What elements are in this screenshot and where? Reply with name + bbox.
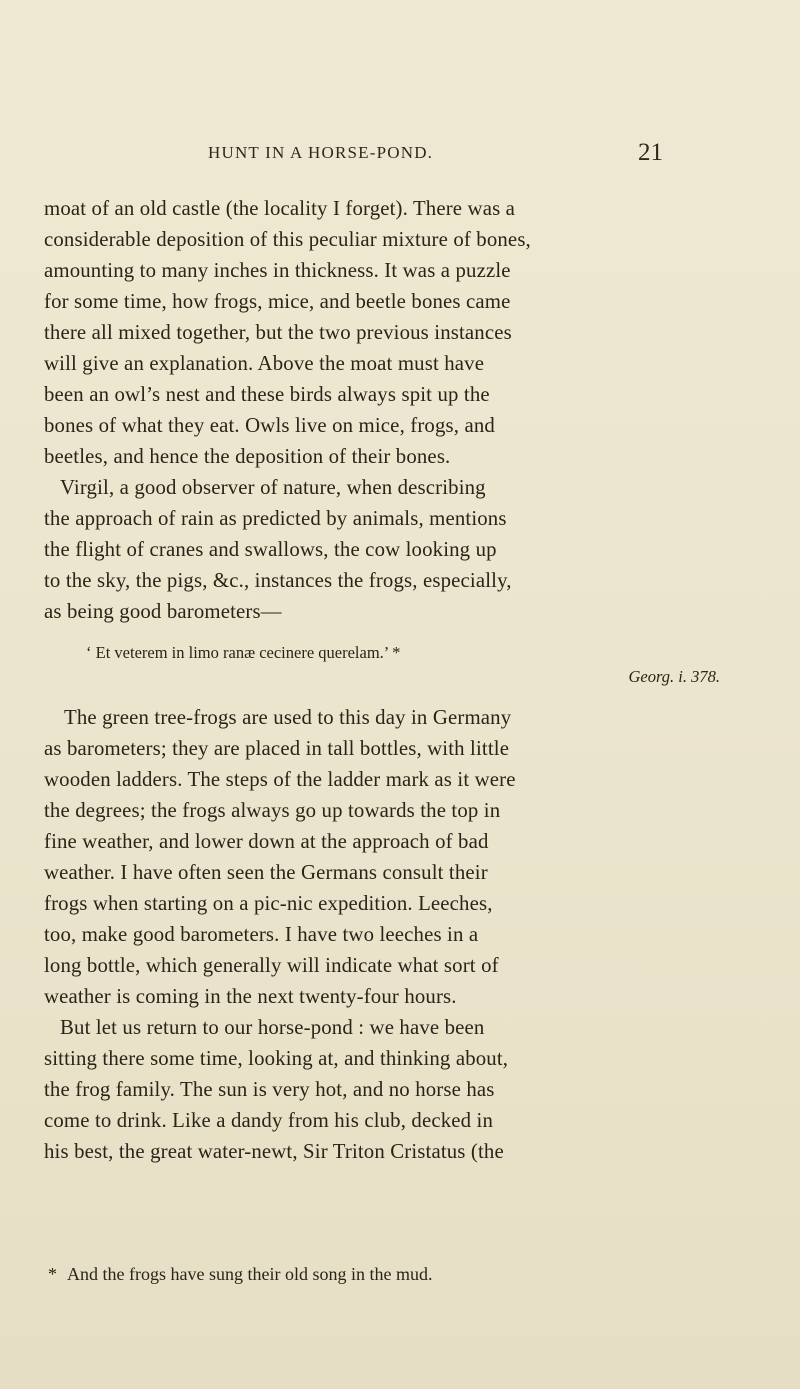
text-line: wooden ladders. The steps of the ladder mark as it were [44, 768, 516, 791]
text-line: beetles, and hence the deposition of their bones. [44, 445, 451, 468]
quotation-text: ‘ Et veterem in limo ranæ cecinere querelam.’ * [86, 643, 401, 662]
text-line: to the sky, the pigs, &c., instances the frogs, especially, [44, 569, 512, 592]
latin-quotation [48, 641, 754, 689]
footnote [44, 1262, 760, 1286]
text-line: the approach of rain as predicted by animals, mentions [44, 507, 507, 530]
text-line: considerable deposition of this peculiar mixture of bones, [44, 228, 531, 251]
footnote-mark: * [48, 1264, 57, 1284]
text-line: bones of what they eat. Owls live on mice, frogs, and [44, 414, 495, 437]
text-line: moat of an old castle (the locality I forget). There was a [44, 197, 516, 220]
quotation-citation: Georg. i. 378. [628, 667, 720, 686]
text-line: sitting there some time, looking at, and thinking about, [44, 1047, 509, 1070]
text-line: frogs when starting on a pic-nic expedition. Leeches, [44, 892, 493, 915]
page-number: 21 [638, 139, 663, 166]
text-line: the degrees; the frogs always go up towards the top in [44, 799, 501, 822]
text-line-indented: But let us return to our horse-pond : we have been [60, 1016, 485, 1039]
main-text-block-1 [44, 193, 760, 627]
text-line: the frog family. The sun is very hot, and no horse has [44, 1078, 495, 1101]
text-line-indented: The green tree-frogs are used to this day in Germany [64, 706, 512, 729]
text-line: fine weather, and lower down at the approach of bad [44, 830, 489, 853]
running-title: HUNT IN A HORSE-POND. [208, 143, 434, 162]
text-line: too, make good barometers. I have two leeches in a [44, 923, 479, 946]
text-line: the flight of cranes and swallows, the cow looking up [44, 538, 497, 561]
text-line-indented: Virgil, a good observer of nature, when describing [60, 476, 486, 499]
text-line: come to drink. Like a dandy from his club, decked in [44, 1109, 494, 1132]
text-line: for some time, how frogs, mice, and beetle bones came [44, 290, 511, 313]
text-line: as barometers; they are placed in tall bottles, with little [44, 737, 510, 760]
text-line: weather is coming in the next twenty-four hours. [44, 985, 457, 1008]
main-text-block-2 [44, 702, 760, 1167]
text-line: will give an explanation. Above the moat must have [44, 352, 485, 375]
text-line: his best, the great water-newt, Sir Triton Cristatus (the [44, 1140, 504, 1163]
footnote-text: And the frogs have sung their old song in the mud. [67, 1264, 433, 1284]
text-line: there all mixed together, but the two previous instances [44, 321, 512, 344]
text-line: weather. I have often seen the Germans consult their [44, 861, 488, 884]
text-line: as being good barometers— [44, 600, 282, 623]
page-header [0, 139, 800, 173]
text-line: long bottle, which generally will indicate what sort of [44, 954, 499, 977]
text-line: amounting to many inches in thickness. It was a puzzle [44, 259, 511, 282]
text-line: been an owl’s nest and these birds always spit up the [44, 383, 490, 406]
